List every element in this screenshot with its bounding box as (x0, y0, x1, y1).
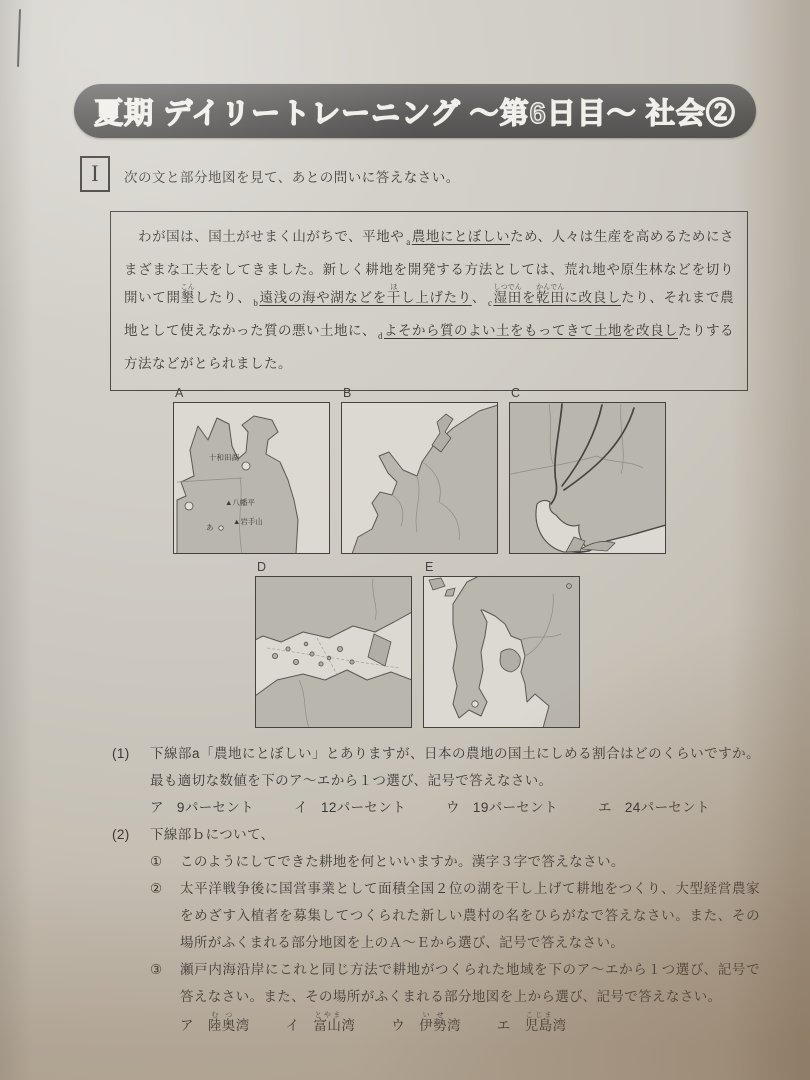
map-a-lake-towada-label: 十和田湖 (209, 453, 239, 462)
question-2-sub-2 (150, 875, 760, 956)
question-2-sub-3 (150, 956, 760, 1010)
annotation-mark-b: b (253, 298, 259, 308)
map-figure-b (341, 386, 498, 554)
map-c-letter: C (511, 386, 521, 400)
passage-text: たり、それまで農地として使えなかった質の悪い土地に、 (124, 290, 735, 338)
map-e-illustration (423, 576, 580, 728)
question-3-options (180, 1011, 760, 1041)
map-d-illustration (255, 576, 412, 728)
ruby-kon: 墾こん (180, 284, 195, 305)
sub-1-number: ① (150, 854, 163, 869)
sub-3-number: ③ (150, 962, 163, 977)
question-1-text: 下線部a「農地にとぼしい」とありますが、日本の農地の国土にしめる割合はどのくらいですか。最も適切な数値を下のア～エから１つ選び、記号で答えなさい。 (150, 746, 760, 788)
passage-text: わが国は、国土がせまく山がちで、平地や (124, 229, 405, 244)
map-figure-e (423, 560, 580, 728)
sub-3-text: 瀬戸内海沿岸にこれと同じ方法で耕地がつくられた地域を下のア～エから１つ選び、記号で答えなさい。また、その場所がふくまれる部分地図を上から選び、記号で答えなさい。 (180, 962, 760, 1004)
bay-option-u: ウ 伊勢いせ湾 (391, 1012, 461, 1033)
question-2-sub-1 (150, 848, 760, 875)
map-figure-a (173, 386, 330, 554)
section-instruction: 次の文と部分地図を見て、あとの問いに答えなさい。 (124, 170, 460, 185)
map-e-letter: E (425, 560, 434, 574)
map-figure-c (509, 386, 666, 554)
question-1-options (150, 794, 760, 821)
map-c-illustration (509, 402, 666, 554)
ruby-ho: 干ほ (386, 284, 402, 305)
map-b-letter: B (343, 386, 352, 400)
ruby-kanden: 乾田かんでん (536, 284, 565, 305)
sub-2-text: 太平洋戦争後に国営事業として面積全国２位の湖を干し上げて耕地をつくり、大型経営農家をめざす入植者を募集してつくられた新しい農村の名をひらがなで答えなさい。また、その場所がふくまれる部分地図を上のＡ～Ｅから選び、記号で答えなさい。 (180, 881, 760, 950)
ruby-shitsuden: 湿田しつでん (493, 284, 522, 305)
question-2 (112, 821, 760, 848)
worksheet-title-banner (74, 84, 756, 138)
map-a-hachimantai-label: ▲八幡平 (225, 498, 255, 507)
banner-title: 夏期 デイリートレーニング ～第6日目～ 社会② (94, 97, 736, 130)
sub-2-number: ② (150, 881, 163, 896)
annotation-mark-d: d (378, 331, 383, 341)
option-u: ウ 19パーセント (446, 800, 558, 815)
underlined-phrase-b: 遠浅の海や湖などを干ほし上げたり (259, 284, 472, 305)
annotation-mark-a: a (406, 237, 411, 247)
map-figure-d (255, 560, 412, 728)
bay-option-e: エ 児島こじま湾 (496, 1012, 567, 1033)
underlined-phrase-a: 農地にとぼしい (411, 229, 511, 244)
sub-1-text: このようにしてできた耕地を何といいますか。漢字３字で答えなさい。 (180, 854, 625, 869)
passage-text: ため、人々は生産を高めるためにさまざまな工夫をしてきました。新しく耕地を開発する方法としては、荒れ地や原生林などを切り開いて開 (124, 229, 734, 305)
passage-text: したり、 (194, 290, 252, 305)
map-a-a-mark-label: あ (206, 523, 214, 532)
passage-text: たりする方法などがとられました。 (124, 323, 734, 371)
bay-option-i: イ 富山とやま湾 (285, 1012, 356, 1033)
question-1 (112, 740, 760, 794)
annotation-mark-c: c (487, 298, 493, 308)
map-a-iwatesan-label: ▲岩手山 (233, 517, 263, 526)
option-a: ア 9パーセント (150, 800, 255, 815)
question-1-number: (1) (112, 746, 130, 761)
map-a-illustration (173, 402, 330, 554)
question-2-text: 下線部ｂについて、 (150, 827, 275, 842)
passage-text: 、 (471, 290, 486, 305)
question-2-number: (2) (112, 827, 130, 842)
map-a-letter: A (175, 386, 184, 400)
option-i: イ 12パーセント (294, 800, 406, 815)
bay-option-a: ア 陸奥むつ湾 (180, 1012, 250, 1033)
map-b-illustration (341, 402, 498, 554)
section-number: I (91, 161, 99, 186)
section-marker-box (80, 156, 110, 192)
questions-section (112, 740, 760, 1041)
option-e: エ 24パーセント (597, 800, 710, 815)
underlined-phrase-c: 湿田しつでんを乾田かんでんに改良し (493, 284, 622, 305)
map-d-letter: D (257, 560, 267, 574)
passage-box (110, 211, 748, 391)
underlined-phrase-d: よそから質のよい土をもってきて土地を改良し (384, 323, 678, 338)
pen-mark (17, 9, 21, 67)
